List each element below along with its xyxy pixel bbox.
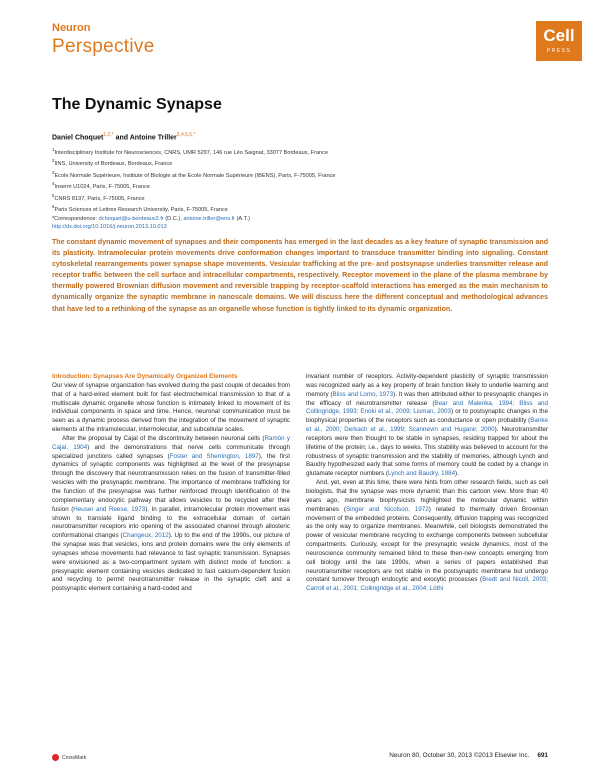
text-run: And, yet, even at this time, there were hints from other research fields, such as cell biologists, that the synapse was more dynamic than this cartoon view. More than 40 years ago, membrane biophysicists highlighted the molecular dynamic within membranes (: [306, 479, 548, 513]
affil-text: Ecole Normale Supérieure, Institute of Biologie at the Ecole Normale Supérieure (IBENS), Paris, F-75005, France: [54, 172, 336, 179]
body-column-right: [306, 373, 548, 594]
email-link[interactable]: dchoquet@u-bordeaux2.fr: [98, 215, 164, 222]
affil-number: 2: [52, 158, 55, 164]
citation-link[interactable]: Ramón y Cajal, 1904: [52, 434, 291, 451]
text-run: ) and the demonstrations that nerve cells communicate through specialized junctions called synapses (: [52, 443, 290, 460]
citation-link[interactable]: Changeux, 2012: [122, 532, 169, 540]
text-run: ). In parallel, intramolecular protein movement was shown to translate ligand binding to the extracellular domain of certain neurotransmitter receptors into opening of the associated channel through allosteric conformational changes (: [52, 505, 290, 540]
correspondence-label: *Correspondence:: [52, 215, 99, 222]
affiliation-line: [52, 203, 532, 214]
logo-text-top: Cell: [543, 26, 575, 45]
affil-text: Inserm U1024, Paris, F-75005, France: [54, 184, 150, 191]
text-run: After the proposal by Cajal of the discontinuity between neuronal cells (: [62, 434, 265, 442]
citation-link[interactable]: Singer and Nicolson, 1972: [345, 505, 429, 513]
citation-link[interactable]: Bredt and Nicoll, 2003; Carroll et al., 2001; Collingridge et al., 2004; Lüthi: [306, 576, 549, 593]
text-run: ) or to postsynaptic changes in the biophysical properties of the receptors such as conductance or open probability (: [306, 408, 548, 425]
section-label: Perspective: [52, 36, 155, 57]
journal-name: Neuron: [52, 22, 91, 34]
citation-link[interactable]: Lynch and Baudry, 1984: [387, 470, 456, 478]
affil-number: 3: [52, 169, 55, 175]
doi-line: [52, 223, 532, 232]
affil-number: 5: [52, 192, 55, 198]
citation-link[interactable]: Heuser and Reese, 1973: [73, 505, 146, 513]
footer-citation: Neuron 80, October 30, 2013 ©2013 Elsevier Inc.: [389, 752, 530, 759]
text-run: ). It was then attributed either to presynaptic changes in the efficacy of neurotransmitter release (: [306, 390, 549, 407]
crossmark-icon: [52, 754, 59, 761]
affil-number: 4: [52, 181, 55, 187]
email-note: (A.T.): [235, 215, 250, 222]
affiliation-line: [52, 146, 532, 157]
affiliation-line: [52, 157, 532, 168]
affil-text: Paris Sciences et Lettres Research University, Paris, F-75005, France: [54, 207, 228, 214]
affil-text: Interdisciplinary Institute for Neurosciences, CNRS, UMR 5297, 146 rue Léo Saignat, 33077 Bordeaux, France: [54, 149, 329, 156]
affil-text: CNRS 8197, Paris, F-75005, France: [54, 195, 145, 202]
body-paragraph: [306, 479, 548, 594]
affiliations: [52, 146, 532, 232]
citation-link[interactable]: Bear and Malenka, 1994; Bliss and Collingridge, 1993; Enoki et al., 2009; Lisman, 2003: [306, 399, 548, 416]
text-run: ). Neurotransmitter receptors were then thought to be stable in synapses, residing trapped for about the lifetime of the protein; i.e., days to weeks. This stability was believed to account for the robustness of synaptic transmission and the stability of memories, although Lynch and Baudry hypothesized early that some forms of memory could be coded by a change in glutamate receptor numbers (: [306, 426, 548, 478]
citation-link[interactable]: Banke et al., 2000; Derkach et al., 1999; Scannevin and Huganir, 2000: [306, 417, 548, 434]
author-affil-sup: 3,4,5,6,*: [176, 132, 196, 138]
author-name: Antoine Triller: [129, 134, 177, 142]
text-run: invariant number of receptors. Activity-dependent plasticity of synaptic transmission was recognized early as a key property of brain function likely to underlie learning and memory (: [306, 373, 548, 398]
author-affil-sup: 1,2,*: [103, 132, 114, 138]
affiliation-line: [52, 180, 532, 191]
email-note: (D.C.),: [163, 215, 184, 222]
affiliation-line: [52, 169, 532, 180]
article-title: The Dynamic Synapse: [52, 96, 222, 113]
section-heading: Introduction: Synapses Are Dynamically Organized Elements: [52, 373, 238, 380]
affil-number: 1: [52, 147, 55, 152]
body-paragraph: [306, 373, 548, 479]
doi-link[interactable]: http://dx.doi.org/10.1016/j.neuron.2013.10.013: [52, 224, 167, 231]
crossmark-label: CrossMark: [62, 754, 87, 761]
abstract: The constant dynamic movement of synapses and their components has emerged in the last decades as a key feature of synaptic transmission and its plasticity. Intramolecular protein movements drive conformation changes important to transduce transmitter binding into signaling. Constant cytoskeletal rearrangements power synapse shape movements. Vesicular trafficking at the pre- and postsynapse underlies transmitter release and receptor traffic between the cell surface and intracellular compartments, respectively. Receptor movement in the plane of the plasma membrane by thermally powered Brownian diffusion movement and reversible trapping by receptor-scaffold interactions has emerged as the main mechanism to dynamically organize the synaptic membrane in nanoscale domains. We will discuss here the different conceptual and methodological advances that have led to a rethinking of the synapse as an organelle whose function is tightly linked to its dynamic organization.: [52, 239, 548, 313]
text-run: ).: [455, 470, 459, 478]
affil-text: IINS, University of Bordeaux, Bordeaux, France: [54, 161, 173, 168]
body-paragraph: Our view of synapse organization has evolved during the past couple of decades from that of a hard-wired element built for fast electrochemical transmission to that of a multiscale dynamic organelle whose function is intimately linked to movement of its individual components in space and time. Hence, neuronal communication must be seen as a dynamic process derived from the integration of the movement of synaptic elements at the intramolecular, intermolecular, and subcellular scales.: [52, 381, 290, 434]
citation-link[interactable]: Bliss and Lomo, 1973: [332, 390, 394, 398]
affiliation-line: [52, 192, 532, 203]
body-paragraph: [52, 435, 290, 594]
citation-link[interactable]: Foster and Sherrington, 1897: [169, 452, 259, 460]
text-run: ), the first dynamics of synaptic components was highlighted at the level of the presynapse through the discovery that neurotransmission relies on the fusion of transmitter-filled vesicles with the presynaptic membrane. The importance of membrane trafficking for the function of the presynapse was further reinforced through identification of the complementary endocytic pathway that allows vesicles to be recycled after their fusion (: [52, 452, 290, 513]
author-line: [52, 132, 195, 141]
author-name: Daniel Choquet: [52, 134, 104, 142]
cell-press-logo: [536, 21, 582, 61]
correspondence-line: [52, 215, 532, 224]
logo-text-bottom: PRESS: [546, 48, 572, 54]
email-link[interactable]: antoine.triller@ens.fr: [183, 215, 236, 222]
crossmark-badge[interactable]: [52, 754, 86, 761]
text-run: ) related to thermally driven Brownian movement of the embedded proteins. Consequently, diffusion trapping was recognized as the only way to organize membranes. Meanwhile, cell biologists demonstrated the power of vesicular membrane recycling to exchange components between subcellular compartments. Curiously, except for the presynaptic vesicle dynamics, most of the neuroscience community remained blind to these then-new concepts emerging from cell biology until the late 1990s, when a series of papers established that neurotransmitter receptors are not stable in the postsynaptic membrane but undergo constant turnover through endocytic and exocytic processes (: [306, 505, 548, 584]
page-footer: [389, 752, 548, 759]
text-run: ). Up to the end of the 1990s, our picture of the synapse was that vesicles, ions and protein domains were the only elements of synapses whose movements had relevance to fast synaptic transmission. Synapses were envisioned as a two-compartment system with distinct mode of function: a presynaptic element containing vesicles dedicated to fast calcium-dependent fusion and recycling to permit neurotransmitter release in the synaptic cleft and a postsynaptic element containing a hard-coded and: [52, 532, 291, 593]
body-column-left: [52, 373, 290, 594]
affil-number: 6: [52, 204, 55, 210]
page-number: 691: [537, 752, 548, 759]
author-conjunction: and: [113, 134, 130, 142]
